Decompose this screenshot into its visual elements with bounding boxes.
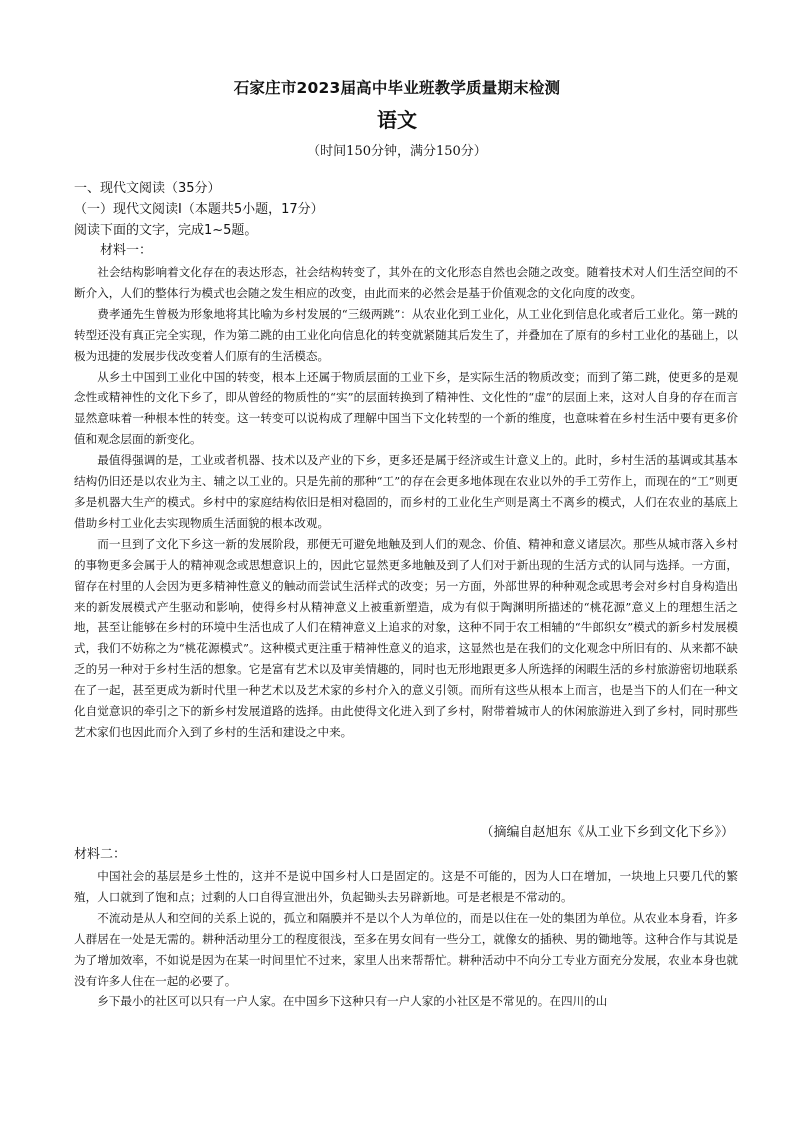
material-two-paragraph: 乡下最小的社区可以只有一户人家。在中国乡下这种只有一户人家的小社区是不常见的。在四川的山 xyxy=(97,994,608,1009)
material-one-source: （摘编自赵旭东《从工业下乡到文化下乡》） xyxy=(480,825,734,840)
exam-title: 石家庄市2023届高中毕业班教学质量期末检测 xyxy=(233,79,561,97)
reading-instruction: 阅读下面的文字，完成1~5题。 xyxy=(74,223,258,238)
material-one-paragraph: 社会结构影响着文化存在的表达形态，社会结构转变了，其外在的文化形态自然也会随之改变。随着技术对人们生活空间的不断介入，人们的整体行为模式也会随之发生相应的改变，由此而来的必然会是基于价值观念的文化向度的改变。 xyxy=(74,265,738,300)
material-two-label: 材料二： xyxy=(74,847,127,862)
material-one-body xyxy=(74,262,738,743)
time-info: （时间150分钟，满分150分） xyxy=(307,144,487,159)
material-two-paragraph: 中国社会的基层是乡土性的，这并不是说中国乡村人口是固定的。这是不可能的，因为人口在增加，一块地上只要几代的繁殖，人口就到了饱和点；过剩的人口自得宣泄出外，负起锄头去另辟新地。可是老根是不常动的。 xyxy=(74,869,738,904)
material-one-paragraph: 最值得强调的是，工业或者机器、技术以及产业的下乡，更多还是属于经济或生计意义上的。此时，乡村生活的基调或其基本结构仍旧还是以农业为主、辅之以工业的。只是先前的那种“工”的存在会更多地体现在农业以外的手工劳作上，而现在的“工”则更多是机器大生产的模式。乡村中的家庭结构依旧是相对稳固的，而乡村的工业化生产则是离土不离乡的模式，人们在农业的基底上借助乡村工业化去实现物质生活面貌的根本改观。 xyxy=(74,453,738,530)
material-one-label: 材料一： xyxy=(100,243,153,258)
section-subheading: （一）现代文阅读Ⅰ（本题共5小题，17分） xyxy=(74,202,324,217)
section-heading: 一、现代文阅读（35分） xyxy=(74,181,221,196)
material-one-paragraph: 而一旦到了文化下乡这一新的发展阶段，那便无可避免地触及到人们的观念、价值、精神和意义诸层次。那些从城市落入乡村的事物更多会属于人的精神观念或思想意识上的，因此它显然更多地触及到了人们对于新出现的生活方式的认同与选择。一方面，留存在村里的人会因为更多精神性意义的触动而尝试生活样式的改变；另一方面，外部世界的种种观念或思考会对乡村自身构造出来的新发展模式产生驱动和影响，使得乡村从精神意义上被重新塑造，成为有似于陶渊明所描述的“桃花源”意义上的理想生活之地，甚至让能够在乡村的环境中生活也成了人们在精神意义上追求的对象，这种不同于农工相辅的“牛郎织女”模式的新乡村发展模式，我们不妨称之为“桃花源模式”。这种模式更注重于精神性意义的追求，这显然也是在我们的文化观念中所旧有的、从来都不缺乏的另一种对于乡村生活的想象。它是富有艺术以及审美情趣的，同时也无形地跟更多人所选择的闲暇生活的乡村旅游密切地联系在了一起，甚至更成为新时代里一种艺术以及艺术家的乡村介入的意义引领。而所有这些从根本上而言，也是当下的人们在一种文化自觉意识的牵引之下的新乡村发展道路的选择。由此使得文化进入到了乡村，附带着城市人的休闲旅游进入到了乡村，同时那些艺术家们也因此而介入到了乡村的生活和建设之中来。 xyxy=(74,536,738,739)
material-one-paragraph: 费孝通先生曾极为形象地将其比喻为乡村发展的“三级两跳”：从农业化到工业化，从工业化到信息化或者后工业化。第一跳的转型还没有真正完全实现，作为第二跳的由工业化向信息化的转变就紧随其后发生了，并叠加在了原有的乡村工业化的基础上，以极为迅捷的发展步伐改变着人们原有的生活模态。 xyxy=(74,306,738,363)
subject-title: 语文 xyxy=(377,108,417,132)
material-two-paragraph: 不流动是从人和空间的关系上说的，孤立和隔膜并不是以个人为单位的，而是以住在一处的集团为单位。从农业本身看，许多人群居在一处是无需的。耕种活动里分工的程度很浅，至多在男女间有一些分工，就像女的插秧、男的锄地等。这种合作与其说是为了增加效率，不如说是因为在某一时间里忙不过来，家里人出来帮帮忙。耕种活动中不向分工专业方面充分发展，农业本身也就没有许多人住在一起的必要了。 xyxy=(74,910,738,988)
material-two-body xyxy=(74,866,738,1012)
material-one-paragraph: 从乡土中国到工业化中国的转变，根本上还属于物质层面的工业下乡，是实际生活的物质改变；而到了第二跳，使更多的是观念性或精神性的文化下乡了，即从曾经的物质性的“实”的层面转换到了精神性、文化性的“虚”的层面上来，这对人自身的存在而言显然意味着一种根本性的转变。这一转变可以说构成了理解中国当下文化转型的一个新的维度，也意味着在乡村生活中要有更多价值和观念层面的新变化。 xyxy=(74,369,738,447)
